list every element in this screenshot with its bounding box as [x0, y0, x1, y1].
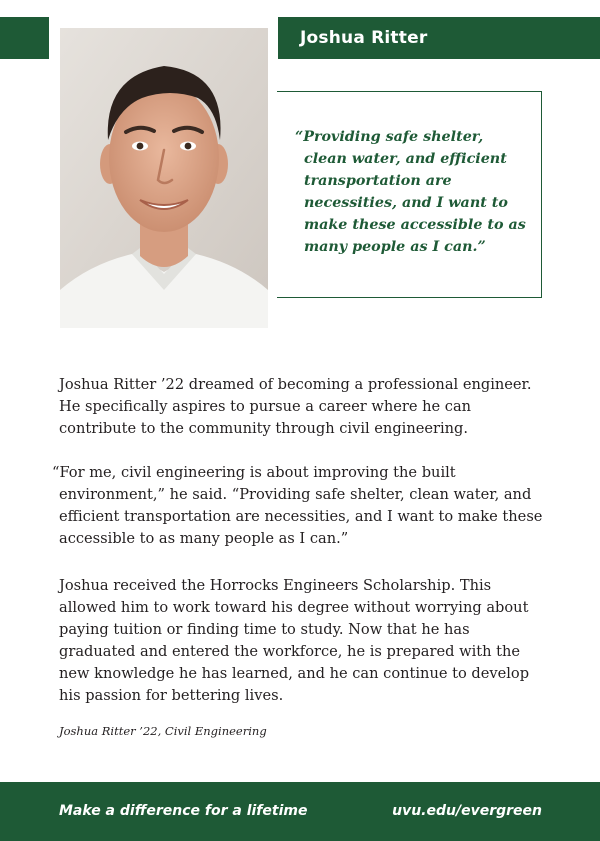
footer-url-link[interactable]: uvu.edu/evergreen — [392, 803, 542, 819]
intro-paragraph: Joshua Ritter ’22 dreamed of becoming a professional engineer. He specifically aspires to pursue a career where he can contribute to the community through civil engineering. — [59, 376, 532, 437]
portrait-photo — [60, 28, 268, 328]
quote-paragraph: “For me, civil engineering is about improving the built environment,” he said. “Providing safe shelter, clean water, and efficient transportation are necessities, and I want to make these accessible to as many people as I can.” — [52, 464, 543, 547]
student-name-title: Joshua Ritter — [300, 28, 428, 48]
footer-tagline: Make a difference for a lifetime — [59, 803, 308, 819]
photo-caption: Joshua Ritter ’22, Civil Engineering — [59, 724, 267, 738]
photo-frame — [49, 17, 278, 339]
footer-band — [0, 782, 600, 841]
pull-quote-text: “Providing safe shelter, clean water, and efficient transportation are necessities, and I want to make these accessible to as many people as I can.” — [295, 129, 526, 255]
pull-quote-box — [277, 91, 542, 298]
scholarship-paragraph: Joshua received the Horrocks Engineers Scholarship. This allowed him to work toward his degree without worrying about paying tuition or finding time to study. Now that he has graduated and entered the workforce, he is prepared with the new knowledge he has learned, and he can continue to develop his passion for bettering lives. — [59, 577, 530, 704]
portrait-illustration — [60, 28, 268, 328]
